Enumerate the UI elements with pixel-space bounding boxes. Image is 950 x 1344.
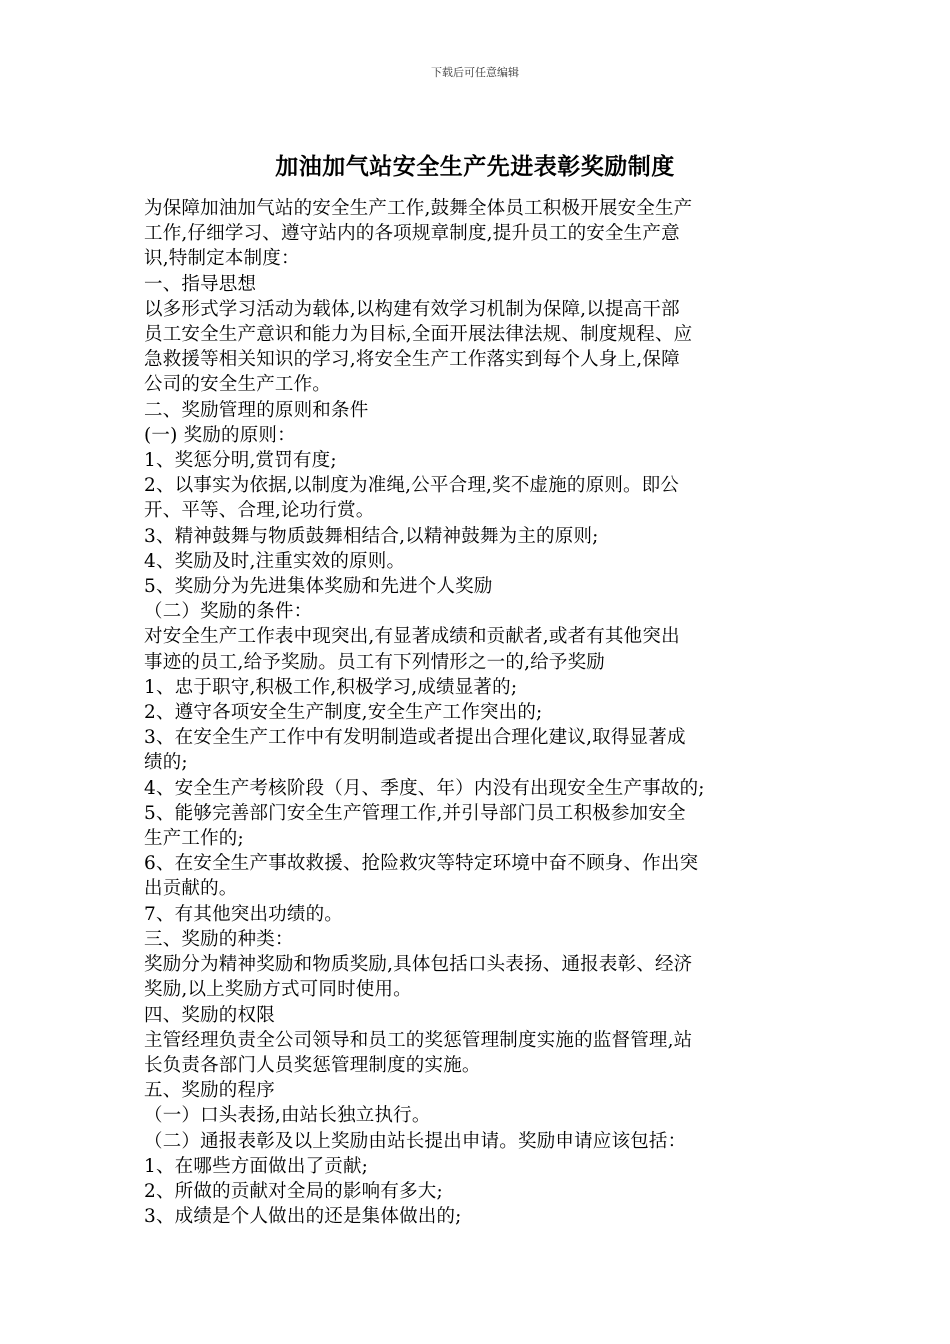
body-line: 五、奖励的程序 bbox=[144, 1080, 275, 1102]
body-line: （二）通报表彰及以上奖励由站长提出申请。奖励申请应该包括： bbox=[144, 1130, 687, 1152]
body-line: 3、在安全生产工作中有发明制造或者提出合理化建议,取得显著成 bbox=[144, 727, 686, 749]
body-line: 开、平等、合理,论功行赏。 bbox=[144, 500, 375, 522]
body-line: 员工安全生产意识和能力为目标,全面开展法律法规、制度规程、应 bbox=[144, 324, 693, 346]
body-line: （一）口头表扬,由站长独立执行。 bbox=[144, 1105, 431, 1127]
body-line: 急救援等相关知识的学习,将安全生产工作落实到每个人身上,保障 bbox=[144, 349, 680, 371]
document-title: 加油加气站安全生产先进表彰奖励制度 bbox=[275, 154, 675, 180]
body-line: 识,特制定本制度： bbox=[144, 248, 300, 270]
body-line: 主管经理负责全公司领导和员工的奖惩管理制度实施的监督管理,站 bbox=[144, 1029, 693, 1051]
body-line: 工作,仔细学习、遵守站内的各项规章制度,提升员工的安全生产意 bbox=[144, 223, 680, 245]
body-line: 1、奖惩分明,赏罚有度; bbox=[144, 450, 337, 472]
body-line: 6、在安全生产事故救援、抢险救灾等特定环境中奋不顾身、作出突 bbox=[144, 853, 699, 875]
body-line: 出贡献的。 bbox=[144, 878, 238, 900]
body-line: 四、奖励的权限 bbox=[144, 1004, 275, 1026]
body-line: 以多形式学习活动为载体,以构建有效学习机制为保障,以提高干部 bbox=[144, 298, 680, 320]
body-line: 奖励,以上奖励方式可同时使用。 bbox=[144, 979, 412, 1001]
body-line: 生产工作的; bbox=[144, 828, 244, 850]
body-line: 2、遵守各项安全生产制度,安全生产工作突出的; bbox=[144, 702, 543, 724]
body-line: 4、奖励及时,注重实效的原则。 bbox=[144, 550, 406, 572]
body-line: 3、精神鼓舞与物质鼓舞相结合,以精神鼓舞为主的原则; bbox=[144, 525, 599, 547]
body-line: 为保障加油加气站的安全生产工作,鼓舞全体员工积极开展安全生产 bbox=[144, 198, 693, 219]
header-note: 下载后可任意编辑 bbox=[431, 66, 519, 79]
body-line: 三、奖励的种类： bbox=[144, 928, 294, 950]
body-line: 绩的; bbox=[144, 752, 188, 774]
body-line: 一、指导思想 bbox=[144, 273, 257, 295]
body-line: (一) 奖励的原则： bbox=[144, 424, 296, 446]
body-line: （二）奖励的条件： bbox=[144, 601, 313, 623]
body-line: 5、能够完善部门安全生产管理工作,并引导部门员工积极参加安全 bbox=[144, 802, 686, 824]
document-body bbox=[144, 196, 812, 1229]
body-line: 奖励分为精神奖励和物质奖励,具体包括口头表扬、通报表彰、经济 bbox=[144, 954, 693, 976]
body-line: 2、以事实为依据,以制度为准绳,公平合理,奖不虚施的原则。即公 bbox=[144, 475, 680, 497]
body-line: 对安全生产工作表中现突出,有显著成绩和贡献者,或者有其他突出 bbox=[144, 626, 680, 648]
body-line: 事迹的员工,给予奖励。员工有下列情形之一的,给予奖励 bbox=[144, 651, 605, 673]
body-line: 1、忠于职守,积极工作,积极学习,成绩显著的; bbox=[144, 676, 518, 698]
body-line: 1、在哪些方面做出了贡献; bbox=[144, 1155, 369, 1177]
body-line: 4、安全生产考核阶段（月、季度、年）内没有出现安全生产事故的; bbox=[144, 777, 705, 799]
body-line: 二、奖励管理的原则和条件 bbox=[144, 399, 369, 421]
body-line: 公司的安全生产工作。 bbox=[144, 374, 332, 396]
body-line: 5、奖励分为先进集体奖励和先进个人奖励 bbox=[144, 576, 493, 598]
body-line: 7、有其他突出功绩的。 bbox=[144, 903, 343, 925]
body-line: 3、成绩是个人做出的还是集体做出的; bbox=[144, 1206, 462, 1228]
body-line: 2、所做的贡献对全局的影响有多大; bbox=[144, 1180, 443, 1202]
body-line: 长负责各部门人员奖惩管理制度的实施。 bbox=[144, 1054, 481, 1076]
